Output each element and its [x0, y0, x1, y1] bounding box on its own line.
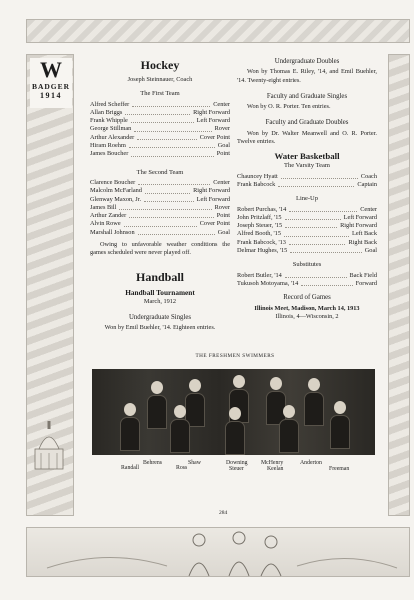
swimmer-figure — [170, 405, 190, 453]
right-text-column — [237, 58, 377, 321]
swimmer-figure — [147, 381, 167, 429]
water-basketball-title: Water Basketball — [274, 151, 340, 162]
caption-name: Ross — [176, 465, 188, 471]
fg-doubles-heading: Faculty and Graduate Doubles — [265, 119, 349, 127]
roster-row: Robert Purchas, '14 Center — [237, 205, 377, 213]
swimmer-figure — [330, 401, 350, 449]
handball-date: March, 1912 — [143, 297, 177, 305]
roster-row: Allan Briggs Right Forward — [90, 108, 230, 116]
roster-row: Arthur Zander Point — [90, 212, 230, 220]
roster-row: Marshall Johnson Goal — [90, 228, 230, 236]
caption-name: Shaw — [188, 460, 201, 466]
caption-name: Steuer — [229, 466, 244, 472]
lineup-roster — [237, 206, 377, 256]
ug-singles-text: Won by Emil Buehler, '14. Eighteen entries. — [104, 324, 216, 332]
roster-row: John Pritzlaff, '15 Left Forward — [237, 213, 377, 221]
swimmer-figure — [225, 407, 245, 455]
caption-name: Freeman — [329, 466, 350, 472]
roster-row: Frank Babcock, '13 Right Back — [237, 238, 377, 246]
swimmer-figure — [120, 403, 140, 451]
decorative-bottom-illustration — [26, 527, 410, 577]
roster-row: Delmar Hughes, '15 Goal — [237, 247, 377, 255]
fg-singles-heading: Faculty and Graduate Singles — [266, 92, 348, 100]
roster-row: Alfred Scheffer Center — [90, 100, 230, 108]
swimmer-figure — [304, 378, 324, 426]
hockey-title: Hockey — [140, 58, 180, 72]
subs-roster — [237, 272, 377, 289]
caption-name: Keelan — [267, 466, 284, 472]
people-illustration — [27, 528, 411, 578]
roster-row: Tukusoh Motoyama, '14 Forward — [237, 279, 377, 287]
fg-doubles-text: Won by Dr. Walter Meanwell and O. R. Porter. Twelve entries. — [237, 129, 377, 146]
illinois-meet: Illinois Meet, Madison, March 14, 1913 — [254, 304, 360, 312]
roster-row: Alfred Booth, '15 Left Back — [237, 230, 377, 238]
badge-year: 1914 — [40, 91, 62, 100]
caption-name: Anderton — [300, 460, 322, 466]
roster-row: Malcolm McFarland Right Forward — [90, 187, 230, 195]
roster-row: Robert Butler, '14 Back Field — [237, 271, 377, 279]
roster-row: Arthur Alexander Cover Point — [90, 133, 230, 141]
roster-row: Chauncey Hyatt Coach — [237, 172, 377, 180]
roster-row: Joseph Steuer, '15 Right Forward — [237, 222, 377, 230]
roster-row: Glenway Maxon, Jr. Left Forward — [90, 195, 230, 203]
caption-name: McHenry — [261, 460, 284, 466]
roster-row: Hiram Roehm Goal — [90, 142, 230, 150]
hockey-coach: Joseph Steinnauer, Coach — [127, 76, 193, 83]
left-text-column — [90, 58, 230, 333]
ug-singles-heading: Undergraduate Singles — [129, 313, 191, 321]
varsity-heading: The Varsity Team — [284, 162, 330, 170]
roster-row: Clarence Boucher Center — [90, 178, 230, 186]
freshmen-swimmers-photo — [92, 369, 375, 455]
capitol-dome-icon — [31, 415, 67, 470]
caption-name: Downing — [226, 460, 248, 466]
weather-note: Owing to unfavorable weather conditions the games scheduled were never played off. — [90, 241, 230, 257]
handball-tournament: Handball Tournament — [125, 287, 195, 297]
roster-row: Frank Babcock Captain — [237, 180, 377, 188]
ug-doubles-heading: Undergraduate Doubles — [274, 58, 340, 65]
ug-doubles-text: Won by Thomas E. Riley, '14, and Emil Buehler, '14. Twenty-eight entries. — [237, 68, 377, 84]
roster-row: George Stillman Rover — [90, 125, 230, 133]
badge-letter: W — [40, 57, 62, 82]
decorative-top-band — [26, 19, 410, 43]
first-team-heading: The First Team — [140, 90, 180, 98]
page-number: 284 — [219, 510, 228, 516]
decorative-right-column — [388, 54, 410, 516]
second-team-heading: The Second Team — [136, 168, 184, 176]
first-team-roster — [90, 101, 230, 159]
second-team-roster — [90, 179, 230, 237]
badger-logo — [30, 58, 72, 108]
badge-name: BADGER — [31, 82, 71, 91]
roster-row: James Bill Rover — [90, 203, 230, 211]
subs-heading: Substitutes — [292, 261, 322, 269]
roster-row: Alvin Rowe Cover Point — [90, 220, 230, 228]
photo-title: THE FRESHMEN SWIMMERS — [195, 353, 275, 359]
roster-row: Frank Whipple Left Forward — [90, 117, 230, 125]
caption-name: Behrens — [143, 460, 162, 466]
handball-title: Handball — [135, 269, 185, 284]
roster-row: James Boucher Point — [90, 150, 230, 158]
varsity-roster — [237, 173, 377, 190]
swimmer-figure — [279, 405, 299, 453]
fg-singles-text: Won by O. R. Porter. Ten entries. — [247, 103, 331, 111]
meet-score: Illinois, 4—Wisconsin, 2 — [275, 312, 339, 320]
record-heading: Record of Games — [283, 294, 331, 302]
lineup-heading: Line-Up — [295, 195, 319, 203]
caption-name: Randall — [121, 465, 140, 471]
